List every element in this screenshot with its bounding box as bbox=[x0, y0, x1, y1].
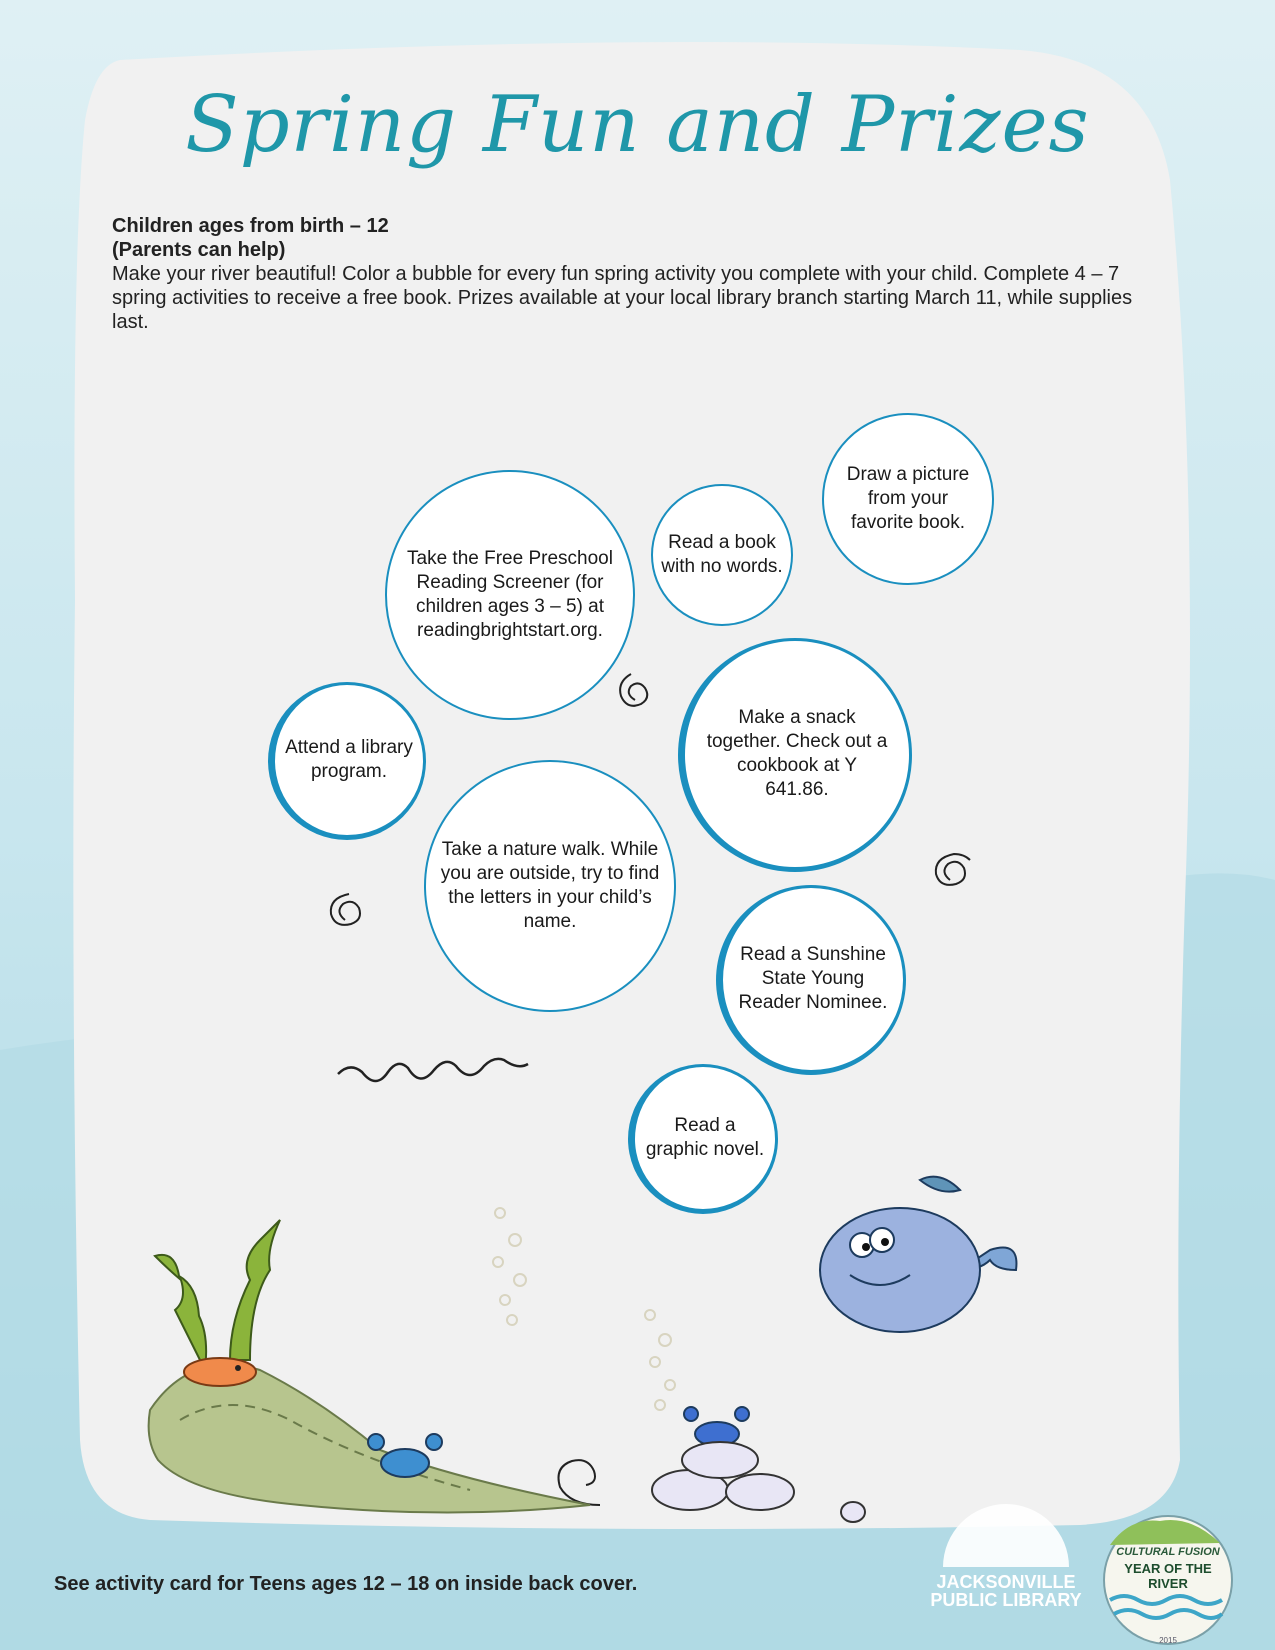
library-name-line2: PUBLIC LIBRARY bbox=[930, 1590, 1082, 1610]
intro-subheading: (Parents can help) bbox=[112, 239, 286, 261]
intro-block bbox=[112, 214, 1162, 334]
river-logo-line2: YEAR OF THE RIVER bbox=[1124, 1561, 1212, 1591]
river-logo-line1: CULTURAL FUSION bbox=[1116, 1546, 1220, 1558]
intro-heading: Children ages from birth – 12 bbox=[112, 215, 389, 237]
page-title: Spring Fun and Prizes bbox=[185, 80, 1090, 170]
bubble-draw-picture[interactable]: Draw a picture from your favorite book. bbox=[822, 413, 994, 585]
river-logo-year: 2015 bbox=[1159, 1636, 1177, 1645]
bubble-library-program[interactable]: Attend a library program. bbox=[268, 682, 426, 840]
bubble-preschool-screener[interactable]: Take the Free Preschool Reading Screener (for children ages 3 – 5) at readingbrightstart.org. bbox=[385, 470, 635, 720]
library-name-line1: JACKSONVILLE bbox=[936, 1572, 1076, 1592]
library-logo-text bbox=[916, 1573, 1096, 1609]
orange-fish bbox=[184, 1358, 256, 1386]
bubble-graphic-novel[interactable]: Read a graphic novel. bbox=[628, 1064, 778, 1214]
bubble-make-snack[interactable]: Make a snack together. Check out a cookbook at Y 641.86. bbox=[678, 638, 912, 872]
bubble-book-no-words[interactable]: Read a book with no words. bbox=[651, 484, 793, 626]
bubble-nature-walk[interactable]: Take a nature walk. While you are outside, try to find the letters in your child’s name. bbox=[424, 760, 676, 1012]
bubble-sunshine-state[interactable]: Read a Sunshine State Young Reader Nominee. bbox=[716, 885, 906, 1075]
intro-body: Make your river beautiful! Color a bubble for every fun spring activity you complete with your child. Complete 4 – 7 spring activities to receive a free book. Prizes available at your local library branch starting March 11, while supplies last. bbox=[112, 263, 1133, 333]
footer-note: See activity card for Teens ages 12 – 18 on inside back cover. bbox=[54, 1573, 638, 1595]
